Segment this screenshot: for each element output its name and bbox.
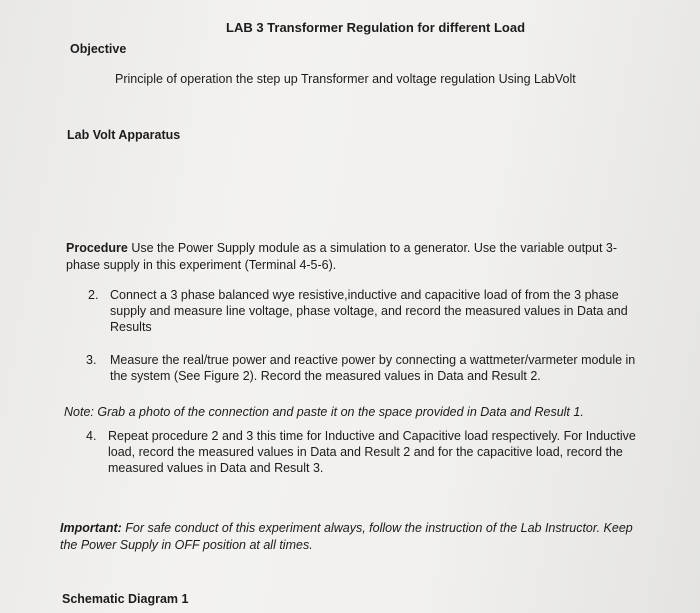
step-number: 2.: [88, 288, 99, 302]
objective-heading: Objective: [70, 42, 127, 56]
apparatus-heading: Lab Volt Apparatus: [67, 128, 181, 142]
procedure-label: Procedure: [66, 241, 128, 255]
step-text: Repeat procedure 2 and 3 this time for Inductive and Capacitive load respectively. For Inductive load, record the measured values in Data and Result 2 and for the capacitive load, record the measured values in Data and Result 3.: [108, 429, 636, 475]
step-text: Connect a 3 phase balanced wye resistive,inductive and capacitive load of from the 3 phase supply and measure line voltage, phase voltage, and record the measured values in Data and Results: [110, 288, 628, 334]
step-text: Measure the real/true power and reactive power by connecting a wattmeter/varmeter module in the system (See Figure 2). Record the measured values in Data and Result 2.: [110, 353, 636, 383]
important-label: Important:: [60, 521, 122, 535]
schematic-heading: Schematic Diagram 1: [62, 592, 189, 606]
important-text: For safe conduct of this experiment always, follow the instruction of the Lab Instructor. Keep the Power Supply in OFF position at all times.: [60, 521, 633, 552]
procedure-text: Use the Power Supply module as a simulation to a generator. Use the variable output 3-phase supply in this experiment (Terminal 4-5-6).: [66, 241, 618, 272]
page-title: LAB 3 Transformer Regulation for different Load: [226, 20, 526, 35]
procedure-note: Note: Grab a photo of the connection and paste it on the space provided in Data and Result 1.: [64, 405, 584, 419]
important-notice: [60, 520, 645, 554]
step-number: 3.: [86, 353, 97, 367]
step-number: 4.: [86, 429, 97, 443]
procedure-paragraph: [66, 240, 631, 274]
objective-text: Principle of operation the step up Transformer and voltage regulation Using LabVolt: [115, 72, 576, 86]
